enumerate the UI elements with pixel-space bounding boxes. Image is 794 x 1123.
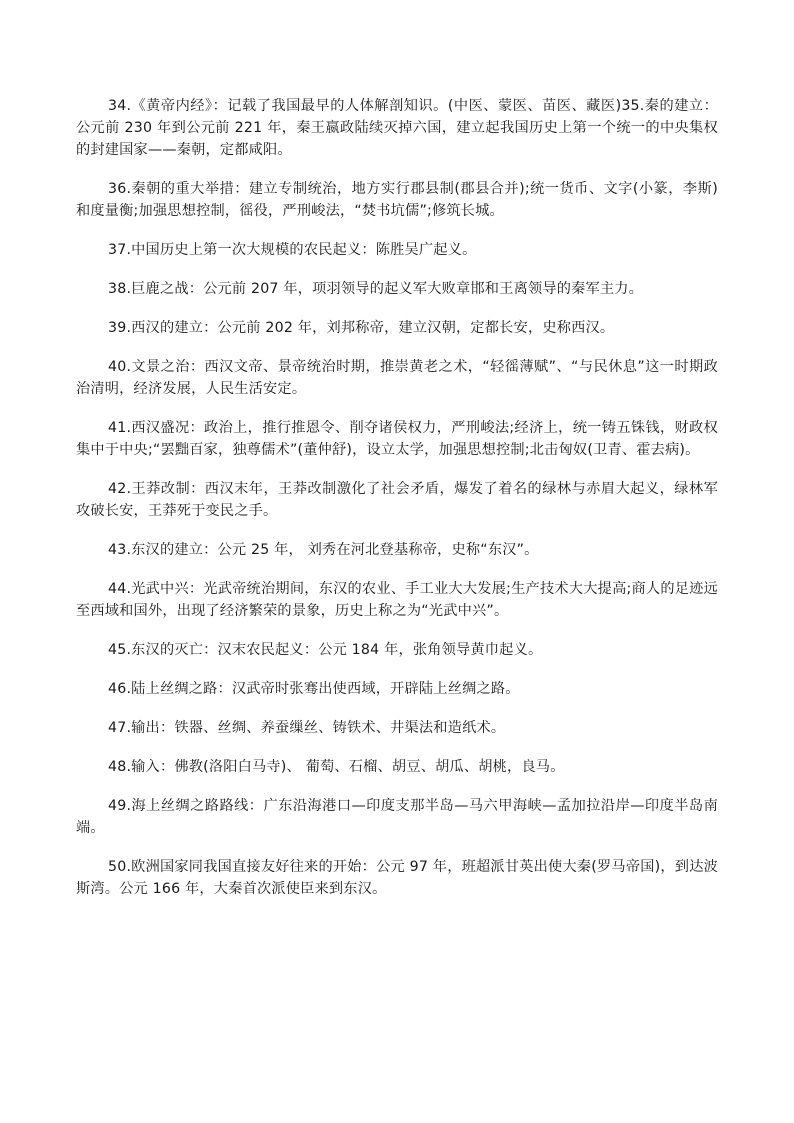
paragraph-34-35: 34.《黄帝内经》：记载了我国最早的人体解剖知识。(中医、蒙医、苗医、藏医)35.秦的建立：公元前 230 年到公元前 221 年，秦王嬴政陆续灭掉六国，建立起我国历史上第一个统一的中央集权的封建国家——秦朝，定都咸阳。 <box>76 98 718 158</box>
paragraph-50: 50.欧洲国家同我国直接友好往来的开始：公元 97 年，班超派甘英出使大秦(罗马帝国)，到达波斯湾。公元 166 年，大秦首次派使臣来到东汉。 <box>76 859 718 897</box>
paragraph-42: 42.王莽改制：西汉末年，王莽改制激化了社会矛盾，爆发了着名的绿林与赤眉大起义，绿林军攻破长安，王莽死于变民之手。 <box>76 481 718 519</box>
paragraph-43: 43.东汉的建立：公元 25 年， 刘秀在河北登基称帝，史称“东汉”。 <box>108 542 539 558</box>
paragraph-38: 38.巨鹿之战：公元前 207 年，项羽领导的起义军大败章邯和王离领导的秦军主力。 <box>108 281 644 297</box>
paragraph-49: 49.海上丝绸之路路线：广东沿海港口—印度支那半岛—马六甲海峡—孟加拉沿岸—印度半岛南端。 <box>76 798 718 836</box>
paragraph-48: 48.输入：佛教(洛阳白马寺)、 葡萄、石榴、胡豆、胡瓜、胡桃，良马。 <box>108 759 565 775</box>
paragraph-46: 46.陆上丝绸之路：汉武帝时张骞出使西域，开辟陆上丝绸之路。 <box>108 681 520 697</box>
paragraph-45: 45.东汉的灭亡：汉末农民起义：公元 184 年，张角领导黄巾起义。 <box>108 642 543 658</box>
paragraph-47: 47.输出：铁器、丝绸、养蚕缫丝、铸铁术、井渠法和造纸术。 <box>108 720 506 736</box>
paragraph-39: 39.西汉的建立：公元前 202 年，刘邦称帝，建立汉朝，定都长安，史称西汉。 <box>108 320 615 336</box>
paragraph-37: 37.中国历史上第一次大规模的农民起义：陈胜吴广起义。 <box>108 242 477 258</box>
paragraph-36: 36.秦朝的重大举措：建立专制统治，地方实行郡县制(郡县合并);统一货币、文字(小篆，李斯)和度量衡;加强思想控制，徭役，严刑峻法，“焚书坑儒”;修筑长城。 <box>76 181 718 219</box>
paragraph-40: 40.文景之治：西汉文帝、景帝统治时期，推崇黄老之术，“轻徭薄赋”、“与民休息”这一时期政治清明，经济发展，人民生活安定。 <box>76 359 718 397</box>
paragraph-44: 44.光武中兴：光武帝统治期间，东汉的农业、手工业大大发展;生产技术大大提高;商人的足迹远至西域和国外，出现了经济繁荣的景象，历史上称之为“光武中兴”。 <box>76 581 718 619</box>
paragraph-41: 41.西汉盛况：政治上，推行推恩令、削夺诸侯权力，严刑峻法;经济上，统一铸五铢钱，财政权集中于中央;“罢黜百家，独尊儒术”(董仲舒)，设立太学，加强思想控制;北击匈奴(卫青、霍去病)。 <box>76 420 718 458</box>
